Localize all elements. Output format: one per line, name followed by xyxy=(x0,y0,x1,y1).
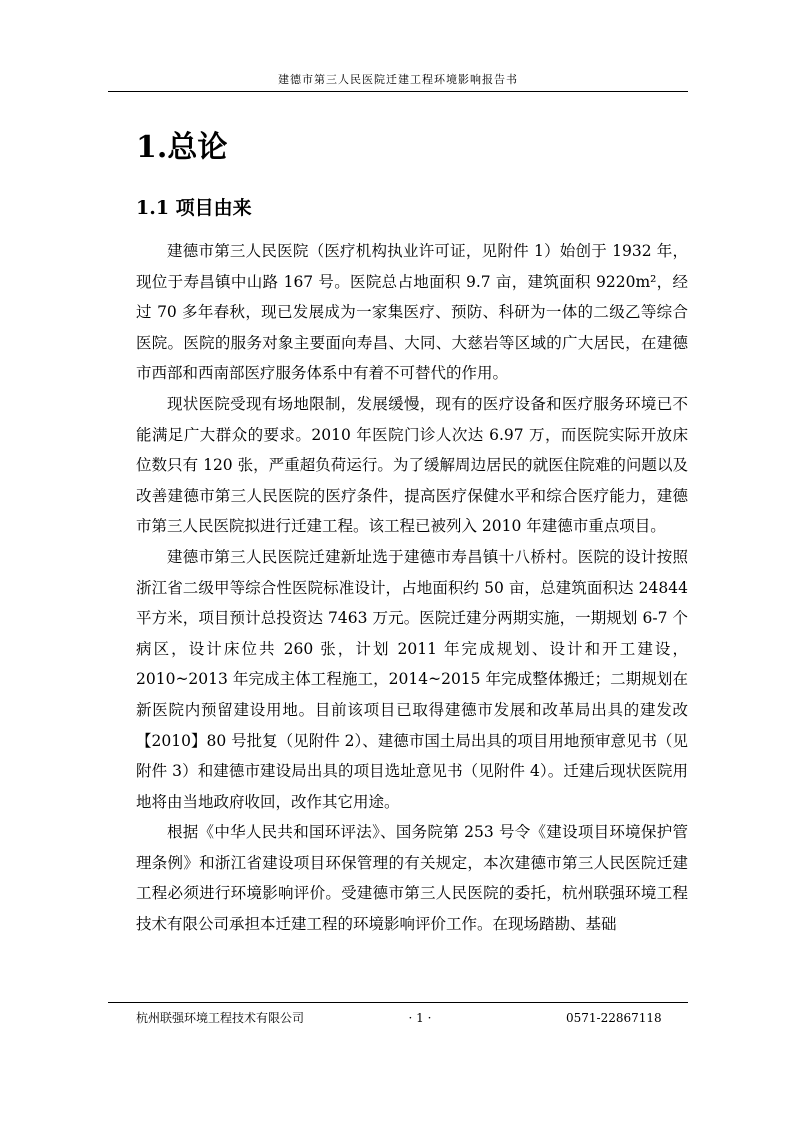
chapter-title: 1.总论 xyxy=(136,130,228,165)
body-text xyxy=(136,236,688,940)
paragraph: 根据《中华人民共和国环评法》、国务院第 253 号令《建设项目环境保护管理条例》和浙江省建设项目环保管理的有关规定，本次建德市第三人民医院迁建工程必须进行环境影响评价。受建德市第三人民医院的委托，杭州联强环境工程技术有限公司承担本迁建工程的环境影响评价工作。在现场踏勘、基础 xyxy=(136,823,688,934)
footer-phone: 0571-22867118 xyxy=(566,1011,662,1025)
page-header: 建德市第三人民医院迁建工程环境影响报告书 xyxy=(278,73,518,86)
paragraph: 建德市第三人民医院迁建新址选于建德市寿昌镇十八桥村。医院的设计按照浙江省二级甲等综合性医院标准设计，占地面积约 50 亩，总建筑面积达 24844 平方米，项目预计总投资达 7463 万元。医院迁建分两期实施，一期规划 6-7 个病区，设计床位共 260 张，计划 2011 年完成规划、设计和开工建设，2010~2013 年完成主体工程施工，2014~2015 年完成整体搬迁；二期规划在新医院内预留建设用地。目前该项目已取得建德市发展和改革局出具的建发改【2010】80 号批复（见附件 2）、建德市国土局出具的项目用地预审意见书（见附件 3）和建德市建设局出具的项目选址意见书（见附件 4）。迁建后现状医院用地将由当地政府收回，改作其它用途。 xyxy=(136,547,688,811)
section-title: 1.1 项目由来 xyxy=(136,197,252,219)
header-rule xyxy=(108,91,688,92)
footer-rule xyxy=(108,1002,688,1003)
paragraph: 现状医院受现有场地限制，发展缓慢，现有的医疗设备和医疗服务环境已不能满足广大群众的要求。2010 年医院门诊人次达 6.97 万，而医院实际开放床位数只有 120 张，严重超负荷运行。为了缓解周边居民的就医住院难的问题以及改善建德市第三人民医院的医疗条件，提高医疗保健水平和综合医疗能力，建德市第三人民医院拟进行迁建工程。该工程已被列入 2010 年建德市重点项目。 xyxy=(136,394,688,536)
footer-page-number: · 1 · xyxy=(408,1011,432,1025)
footer-company: 杭州联强环境工程技术有限公司 xyxy=(136,1011,305,1025)
paragraph: 建德市第三人民医院（医疗机构执业许可证，见附件 1）始创于 1932 年，现位于寿昌镇中山路 167 号。医院总占地面积 9.7 亩，建筑面积 9220m²，经过 70 多年春秋，现已发展成为一家集医疗、预防、科研为一体的二级乙等综合医院。医院的服务对象主要面向寿昌、大同、大慈岩等区域的广大居民，在建德市西部和西南部医疗服务体系中有着不可替代的作用。 xyxy=(136,242,688,383)
